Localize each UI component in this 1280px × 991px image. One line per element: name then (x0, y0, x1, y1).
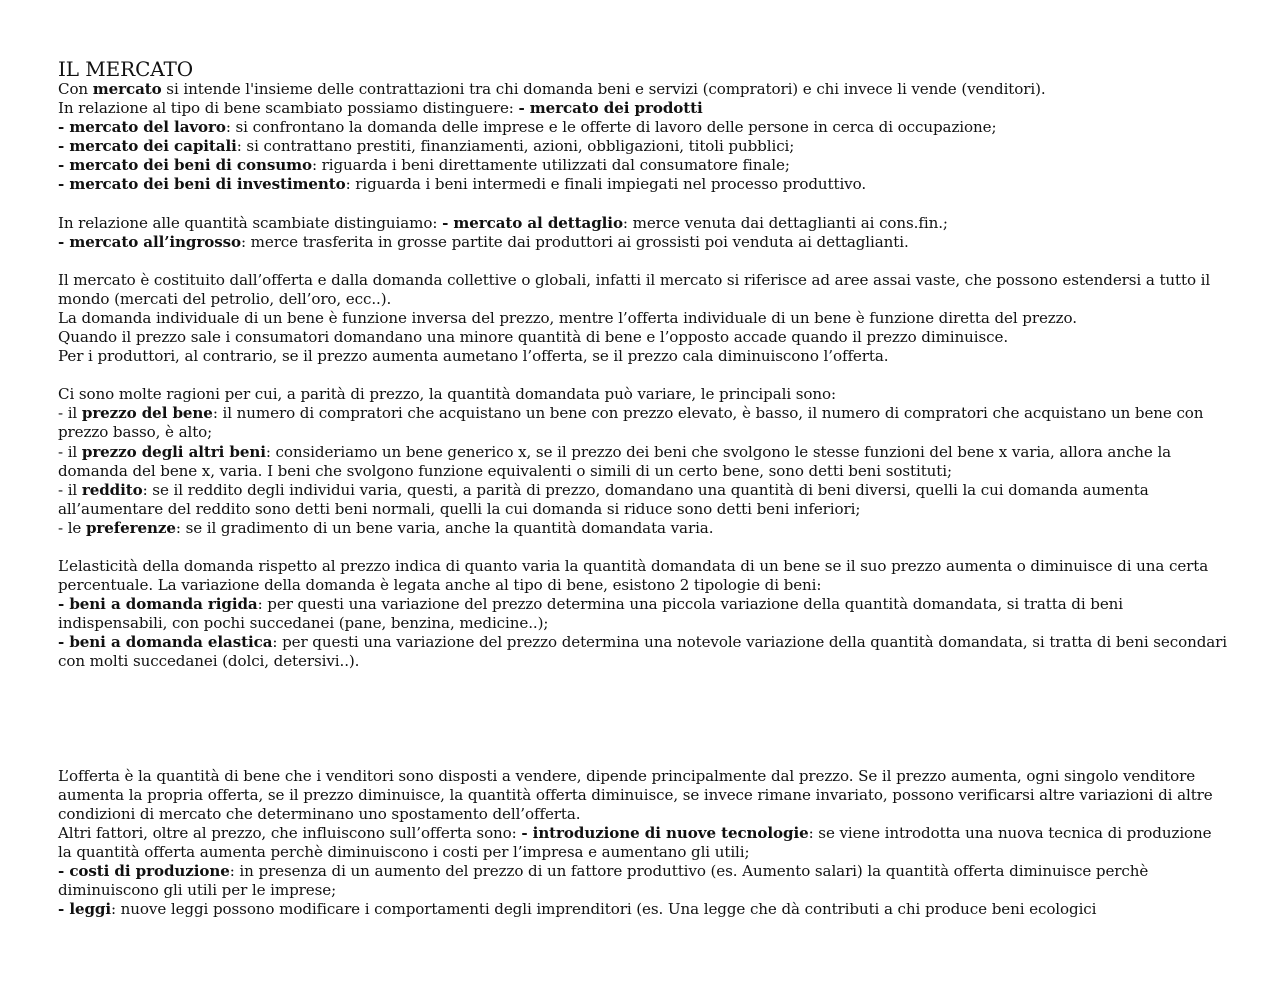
paragraph (58, 99, 1228, 118)
bold-term: - costi di produzione (58, 862, 230, 880)
paragraph (58, 385, 1228, 404)
bold-term: - mercato all’ingrosso (58, 232, 241, 251)
text-run: Per i produttori, al contrario, se il prezzo aumenta aumetano l’offerta, se il prezzo cala diminuiscono l’offerta. (58, 347, 889, 366)
paragraph-spacer (58, 672, 1228, 767)
paragraph (58, 328, 1228, 347)
paragraph (58, 862, 1228, 900)
bold-term: - mercato dei prodotti (518, 99, 703, 118)
document-title: IL MERCATO (58, 57, 194, 81)
text-run: - le (58, 518, 86, 537)
paragraph (58, 633, 1228, 671)
paragraph (58, 824, 1228, 862)
bold-term: preferenze (85, 518, 176, 537)
paragraph (58, 347, 1228, 366)
text-run: - il (58, 404, 82, 423)
bold-term: reddito (81, 480, 143, 499)
text-run: Ci sono molte ragioni per cui, a parità di prezzo, la quantità domandata può variare, le principali sono: (58, 385, 836, 404)
text-run: : se il reddito degli individui varia, questi, a parità di prezzo, domandano una quantità di beni diversi, quelli la cui domanda aumenta all’aumentare del reddito sono detti beni normali, quelli la cui domanda si riduce sono detti beni inferiori; (58, 480, 1149, 518)
paragraph (58, 900, 1228, 919)
bold-term: - mercato dei beni di consumo (58, 156, 312, 175)
bold-term: - mercato al dettaglio (442, 213, 623, 232)
text-run: Il mercato è costituito dall’offerta e dalla domanda collettive o globali, infatti il mercato si riferisce ad aree assai vaste, che possono estendersi a tutto il mondo (mercati del petrolio, dell’oro, ecc..). (58, 270, 1211, 308)
paragraph (58, 767, 1228, 824)
document-page (58, 56, 1228, 919)
text-run: Altri fattori, oltre al prezzo, che influiscono sull’offerta sono: (58, 823, 522, 842)
text-run: : consideriamo un bene generico x, se il prezzo dei beni che svolgono le stesse funzioni del bene x varia, allora anche la domanda del bene x, varia. I beni che svolgono funzione equivalenti o simili di un certo bene, sono detti beni sostituti; (58, 442, 1172, 480)
paragraph (58, 443, 1228, 481)
text-run: : se il gradimento di un bene varia, anche la quantità domandata varia. (175, 518, 714, 537)
text-run: Con (58, 80, 93, 98)
paragraph-spacer (58, 366, 1228, 385)
document-body (58, 80, 1228, 919)
text-run: - il (58, 442, 82, 461)
text-run: L’elasticità della domanda rispetto al prezzo indica di quanto varia la quantità domandata di un bene se il suo prezzo aumenta o diminuisce di una certa percentuale. La variazione della domanda è legata anche al tipo di bene, esistono 2 tipologie di beni: (58, 556, 1209, 595)
bold-term: mercato (92, 80, 162, 98)
paragraph (58, 214, 1228, 233)
paragraph (58, 404, 1228, 442)
text-run: In relazione alle quantità scambiate distinguiamo: (58, 213, 443, 232)
text-run: In relazione al tipo di bene scambiato possiamo distinguere: (58, 99, 519, 118)
paragraph (58, 233, 1228, 252)
text-run: : si confrontano la domanda delle imprese e le offerte di lavoro delle persone in cerca di occupazione; (225, 118, 997, 137)
paragraph-spacer (58, 195, 1228, 214)
text-run: La domanda individuale di un bene è funzione inversa del prezzo, mentre l’offerta individuale di un bene è funzione diretta del prezzo. (58, 308, 1077, 327)
paragraph (58, 309, 1228, 328)
text-run: : merce venuta dai dettaglianti ai cons.fin.; (622, 213, 948, 232)
paragraph (58, 137, 1228, 156)
paragraph (58, 156, 1228, 175)
text-run: : merce trasferita in grosse partite dai produttori ai grossisti poi venduta ai dettaglianti. (240, 232, 909, 251)
paragraph-spacer (58, 252, 1228, 271)
paragraph (58, 519, 1228, 538)
paragraph (58, 557, 1228, 595)
text-run: : riguarda i beni intermedi e finali impiegati nel processo produttivo. (345, 175, 867, 194)
text-run: - il (58, 480, 82, 499)
paragraph (58, 595, 1228, 633)
text-run: : il numero di compratori che acquistano un bene con prezzo elevato, è basso, il numero di compratori che acquistano un bene con prezzo basso, è alto; (58, 404, 1204, 442)
text-run: : in presenza di un aumento del prezzo di un fattore produttivo (es. Aumento salari) la quantità offerta diminuisce perchè diminuiscono gli utili per le imprese; (58, 862, 1149, 900)
paragraph-spacer (58, 538, 1228, 557)
paragraph (58, 271, 1228, 309)
text-run: : per questi una variazione del prezzo determina una piccola variazione della quantità domandata, si tratta di beni indispensabili, con pochi succedanei (pane, benzina, medicine..); (58, 595, 1124, 633)
paragraph (58, 481, 1228, 519)
bold-term: - mercato dei beni di investimento (58, 175, 346, 194)
text-run: si intende l'insieme delle contrattazioni tra chi domanda beni e servizi (compratori) e chi invece li vende (venditori). (161, 80, 1046, 98)
text-run: : nuove leggi possono modificare i comportamenti degli imprenditori (es. Una legge che dà contributi a chi produce beni ecologici (111, 900, 1097, 919)
paragraph (58, 80, 1228, 99)
bold-term: - introduzione di nuove tecnologie (521, 823, 809, 842)
text-run: Quando il prezzo sale i consumatori domandano una minore quantità di bene e l’opposto accade quando il prezzo diminuisce. (58, 328, 1009, 347)
paragraph (58, 118, 1228, 137)
bold-term: - beni a domanda rigida (58, 595, 258, 614)
text-run: : se viene introdotta una nuova tecnica di produzione la quantità offerta aumenta perchè diminuiscono i costi per l’impresa e aumentano gli utili; (58, 823, 1212, 861)
text-run: L’offerta è la quantità di bene che i venditori sono disposti a vendere, dipende principalmente dal prezzo. Se il prezzo aumenta, ogni singolo venditore aumenta la propria offerta, se il prezzo diminuisce, la quantità offerta diminuisce, se invece rimane invariato, possono verificarsi altre variazioni di altre condizioni di mercato che determinano uno spostamento dell’offerta. (58, 766, 1213, 823)
bold-term: - mercato del lavoro (58, 118, 226, 137)
text-run: : si contrattano prestiti, finanziamenti, azioni, obbligazioni, titoli pubblici; (236, 137, 795, 156)
text-run: : riguarda i beni direttamente utilizzati dal consumatore finale; (311, 156, 790, 175)
bold-term: prezzo del bene (81, 404, 213, 423)
paragraph (58, 175, 1228, 194)
bold-term: prezzo degli altri beni (81, 442, 266, 461)
bold-term: - mercato dei capitali (58, 137, 237, 156)
bold-term: - beni a domanda elastica (58, 633, 273, 652)
text-run: : per questi una variazione del prezzo determina una notevole variazione della quantità domandata, si tratta di beni secondari con molti succedanei (dolci, detersivi..). (58, 633, 1228, 671)
bold-term: - leggi (58, 900, 111, 919)
